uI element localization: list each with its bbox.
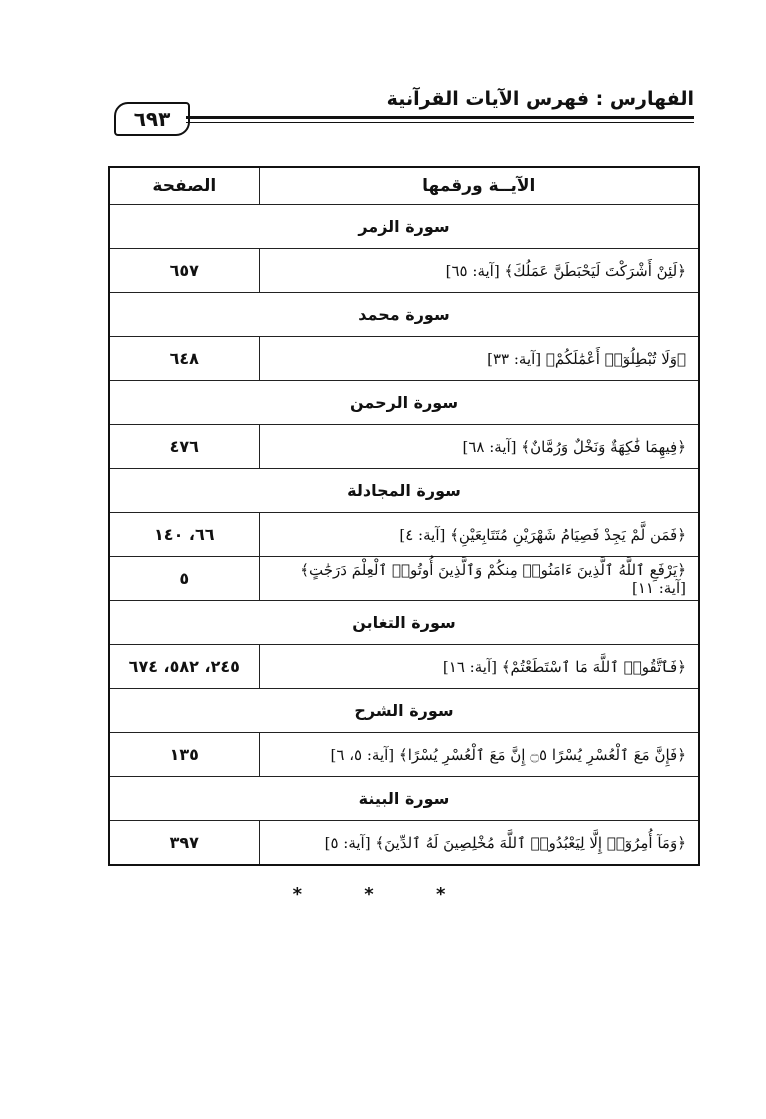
table-row bbox=[109, 513, 699, 557]
table-row bbox=[109, 425, 699, 469]
surah-heading: سورة المجادلة bbox=[109, 469, 699, 513]
surah-heading: سورة التغابن bbox=[109, 601, 699, 645]
table-row bbox=[109, 249, 699, 293]
surah-row bbox=[109, 293, 699, 337]
table-row bbox=[109, 645, 699, 689]
verse-cell: ﴿فَٱتَّقُوا۟ ٱللَّهَ مَا ٱسْتَطَعْتُمْ﴾ [آية: ١٦] bbox=[259, 645, 699, 689]
verse-cell: ﴿وَمَآ أُمِرُوٓا۟ إِلَّا لِيَعْبُدُوا۟ ٱللَّهَ مُخْلِصِينَ لَهُ ٱلدِّينَ﴾ [آية: ٥] bbox=[259, 821, 699, 866]
verse-cell: ﴿فِيهِمَا فَٰكِهَةٌ وَنَخْلٌ وَرُمَّانٌ﴾ [آية: ٦٨] bbox=[259, 425, 699, 469]
table-row bbox=[109, 733, 699, 777]
page-cell: ٥ bbox=[109, 557, 259, 601]
surah-heading: سورة الزمر bbox=[109, 205, 699, 249]
table-row bbox=[109, 557, 699, 601]
header-rule-thick bbox=[186, 116, 694, 119]
page-cell: ١٣٥ bbox=[109, 733, 259, 777]
surah-heading: سورة الرحمن bbox=[109, 381, 699, 425]
surah-row bbox=[109, 469, 699, 513]
table-row bbox=[109, 337, 699, 381]
verse-cell: ﴿وَلَا تُبْطِلُوٓا۟ أَعْمَٰلَكُمْ﴾ [آية: ٣٣] bbox=[259, 337, 699, 381]
page-cell: ٦٥٧ bbox=[109, 249, 259, 293]
surah-row bbox=[109, 381, 699, 425]
surah-row bbox=[109, 601, 699, 645]
verse-index-table bbox=[108, 166, 700, 866]
surah-heading: سورة محمد bbox=[109, 293, 699, 337]
page-cell: ٤٧٦ bbox=[109, 425, 259, 469]
verse-cell: ﴿فَمَن لَّمْ يَجِدْ فَصِيَامُ شَهْرَيْنِ مُتَتَابِعَيْنِ﴾ [آية: ٤] bbox=[259, 513, 699, 557]
surah-row bbox=[109, 205, 699, 249]
surah-heading: سورة البينة bbox=[109, 777, 699, 821]
surah-heading: سورة الشرح bbox=[109, 689, 699, 733]
surah-row bbox=[109, 777, 699, 821]
column-header-verse: الآيــة ورقمها bbox=[259, 167, 699, 205]
header-rule-thin bbox=[186, 122, 694, 123]
table-row bbox=[109, 821, 699, 866]
verse-cell: ﴿يَرْفَعِ ٱللَّهُ ٱلَّذِينَ ءَامَنُوا۟ مِنكُمْ وَٱلَّذِينَ أُوتُوا۟ ٱلْعِلْمَ دَرَجَٰتٍ﴾ [آية: ١١] bbox=[259, 557, 699, 601]
running-head: الفهارس : فهرس الآيات القرآنية bbox=[386, 88, 694, 110]
column-header-page: الصفحة bbox=[109, 167, 259, 205]
page-cell: ٦٦، ١٤٠ bbox=[109, 513, 259, 557]
page-cell: ٣٩٧ bbox=[109, 821, 259, 866]
end-ornament: * * * bbox=[292, 884, 474, 905]
table-header-row bbox=[109, 167, 699, 205]
verse-cell: ﴿لَئِنْ أَشْرَكْتَ لَيَحْبَطَنَّ عَمَلُكَ﴾ [آية: ٦٥] bbox=[259, 249, 699, 293]
surah-row bbox=[109, 689, 699, 733]
page-cell: ٢٤٥، ٥٨٢، ٦٧٤ bbox=[109, 645, 259, 689]
verse-cell: ﴿فَإِنَّ مَعَ ٱلْعُسْرِ يُسْرًا ۝٥ إِنَّ مَعَ ٱلْعُسْرِ يُسْرًا﴾ [آية: ٥، ٦] bbox=[259, 733, 699, 777]
page-number: ٦٩٣ bbox=[114, 102, 190, 136]
page-cell: ٦٤٨ bbox=[109, 337, 259, 381]
